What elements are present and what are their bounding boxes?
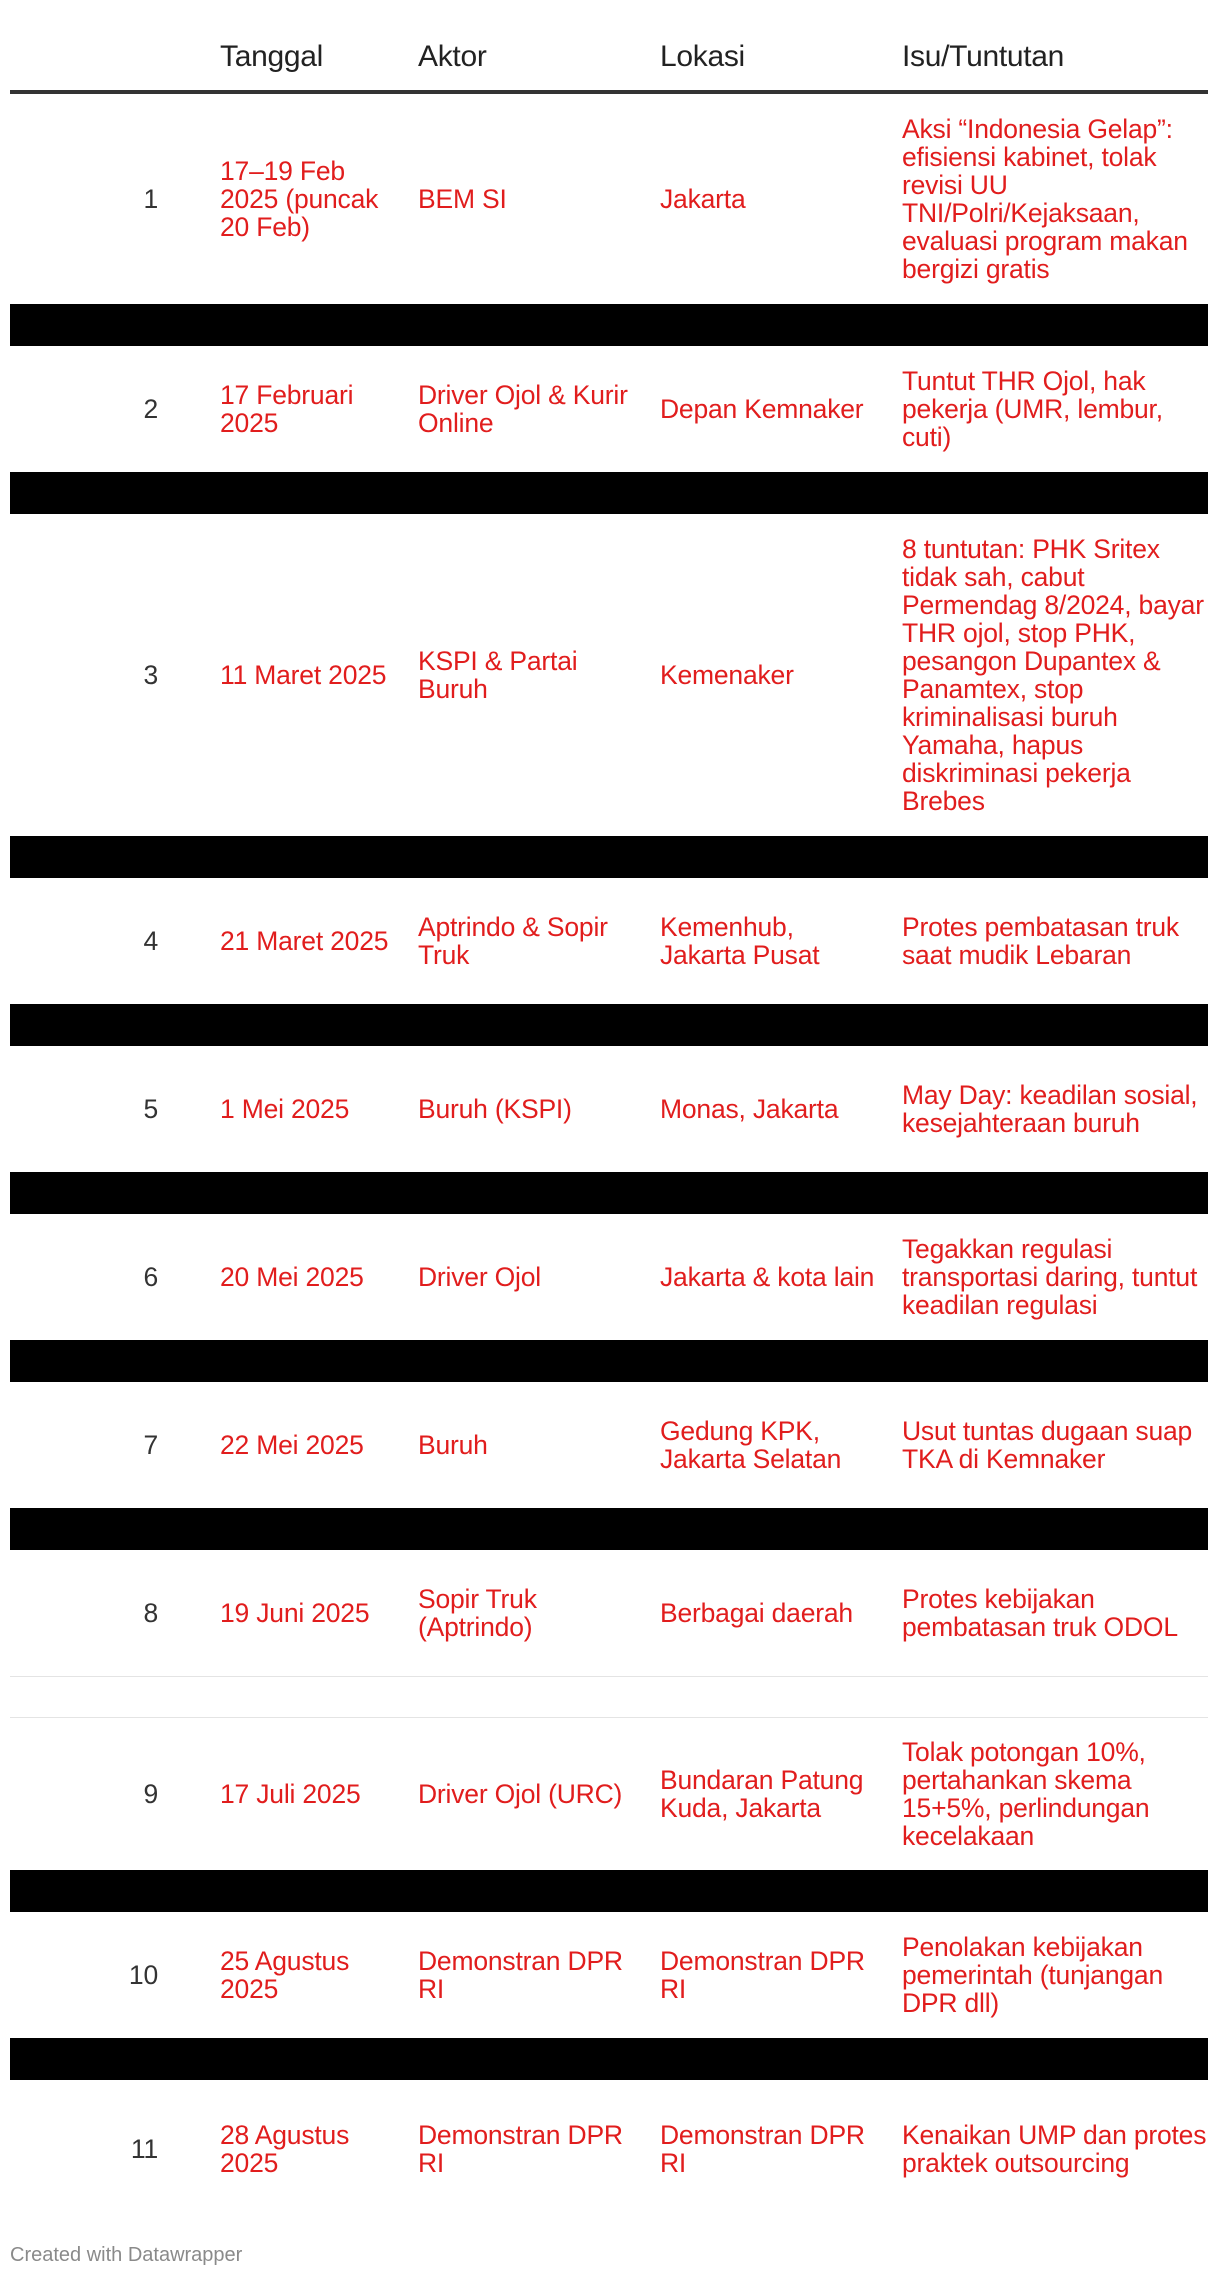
row-separator <box>10 836 1208 878</box>
cell-tanggal: 20 Mei 2025 <box>220 1262 364 1292</box>
cell-isu: 8 tuntutan: PHK Sritex tidak sah, cabut Permendag 8/2024, bayar THR ojol, stop PHK, pesangon Dupantex & Panamtex, stop kriminalisasi buruh Yamaha, hapus diskriminasi pekerja Brebes <box>902 534 1204 816</box>
table-row <box>10 878 1208 1004</box>
cell-no: 5 <box>143 1094 158 1124</box>
table-row <box>10 1382 1208 1508</box>
cell-isu: Tegakkan regulasi transportasi daring, tuntut keadilan regulasi <box>902 1234 1198 1320</box>
cell-lokasi: Demonstran DPR RI <box>660 2120 865 2178</box>
table-row <box>10 1550 1208 1676</box>
cell-lokasi: Berbagai daerah <box>660 1598 853 1628</box>
cell-aktor: BEM SI <box>418 184 507 214</box>
table-row <box>10 1718 1208 1870</box>
cell-aktor: Driver Ojol <box>418 1262 541 1292</box>
cell-lokasi: Depan Kemnaker <box>660 394 864 424</box>
cell-aktor: Demonstran DPR RI <box>418 2120 623 2178</box>
table-header <box>10 0 1208 94</box>
table-row <box>10 514 1208 836</box>
cell-aktor: Driver Ojol & Kurir Online <box>418 380 628 438</box>
cell-isu: Protes pembatasan truk saat mudik Lebaran <box>902 912 1179 970</box>
cell-isu: Tolak potongan 10%, pertahankan skema 15+5%, perlindungan kecelakaan <box>902 1737 1150 1851</box>
cell-no: 1 <box>143 184 158 214</box>
datawrapper-credit: Created with Datawrapper <box>10 2244 243 2266</box>
table-row <box>10 1912 1208 2038</box>
cell-no: 8 <box>143 1598 158 1628</box>
cell-no: 3 <box>143 660 158 690</box>
cell-lokasi: Jakarta <box>660 184 746 214</box>
cell-lokasi: Kemenhub, Jakarta Pusat <box>660 912 820 970</box>
row-separator <box>10 304 1208 346</box>
cell-lokasi: Demonstran DPR RI <box>660 1946 865 2004</box>
cell-tanggal: 25 Agustus 2025 <box>220 1946 350 2004</box>
cell-aktor: KSPI & Partai Buruh <box>418 646 578 704</box>
row-separator <box>10 1508 1208 1550</box>
cell-lokasi: Bundaran Patung Kuda, Jakarta <box>660 1765 864 1823</box>
header-lokasi: Lokasi <box>660 40 745 73</box>
cell-no: 11 <box>130 2134 158 2164</box>
table-row <box>10 94 1208 304</box>
cell-tanggal: 22 Mei 2025 <box>220 1430 364 1460</box>
cell-isu: Tuntut THR Ojol, hak pekerja (UMR, lembur, cuti) <box>902 366 1163 452</box>
table-row <box>10 346 1208 472</box>
header-tanggal: Tanggal <box>220 40 323 73</box>
header-aktor: Aktor <box>418 40 487 73</box>
cell-no: 9 <box>143 1779 158 1809</box>
row-separator <box>10 2038 1208 2080</box>
row-separator <box>10 1676 1208 1718</box>
row-separator <box>10 472 1208 514</box>
cell-aktor: Demonstran DPR RI <box>418 1946 623 2004</box>
cell-lokasi: Monas, Jakarta <box>660 1094 839 1124</box>
cell-isu: Penolakan kebijakan pemerintah (tunjangan DPR dll) <box>902 1932 1163 2018</box>
cell-aktor: Aptrindo & Sopir Truk <box>418 912 608 970</box>
cell-lokasi: Kemenaker <box>660 660 794 690</box>
cell-tanggal: 1 Mei 2025 <box>220 1094 350 1124</box>
cell-tanggal: 21 Maret 2025 <box>220 926 389 956</box>
cell-tanggal: 17 Februari 2025 <box>220 380 354 438</box>
cell-aktor: Sopir Truk (Aptrindo) <box>418 1584 537 1642</box>
cell-lokasi: Jakarta & kota lain <box>660 1262 875 1292</box>
cell-no: 4 <box>143 926 158 956</box>
cell-isu: Protes kebijakan pembatasan truk ODOL <box>902 1584 1178 1642</box>
row-separator <box>10 1340 1208 1382</box>
row-separator <box>10 1004 1208 1046</box>
cell-isu: Usut tuntas dugaan suap TKA di Kemnaker <box>902 1416 1193 1474</box>
data-table <box>10 0 1208 2218</box>
cell-aktor: Buruh (KSPI) <box>418 1094 572 1124</box>
cell-aktor: Buruh <box>418 1430 488 1460</box>
row-separator <box>10 1870 1208 1912</box>
cell-isu: May Day: keadilan sosial, kesejahteraan buruh <box>902 1080 1198 1138</box>
cell-no: 10 <box>128 1960 158 1990</box>
cell-tanggal: 17 Juli 2025 <box>220 1779 361 1809</box>
table-row <box>10 2080 1208 2218</box>
cell-lokasi: Gedung KPK, Jakarta Selatan <box>660 1416 842 1474</box>
cell-isu: Aksi “Indonesia Gelap”: efisiensi kabinet, tolak revisi UU TNI/Polri/Kejaksaan, evaluasi program makan bergizi gratis <box>902 114 1188 284</box>
cell-tanggal: 11 Maret 2025 <box>220 660 387 690</box>
table-body <box>10 94 1208 2218</box>
cell-tanggal: 19 Juni 2025 <box>220 1598 370 1628</box>
cell-tanggal: 28 Agustus 2025 <box>220 2120 350 2178</box>
table-row <box>10 1214 1208 1340</box>
cell-no: 6 <box>143 1262 158 1292</box>
cell-aktor: Driver Ojol (URC) <box>418 1779 623 1809</box>
cell-no: 7 <box>143 1430 158 1460</box>
cell-tanggal: 17–19 Feb 2025 (puncak 20 Feb) <box>220 156 379 242</box>
table-row <box>10 1046 1208 1172</box>
header-isu: Isu/Tuntutan <box>902 40 1065 73</box>
row-separator <box>10 1172 1208 1214</box>
cell-isu: Kenaikan UMP dan protes praktek outsourcing <box>902 2120 1207 2178</box>
cell-no: 2 <box>143 394 158 424</box>
